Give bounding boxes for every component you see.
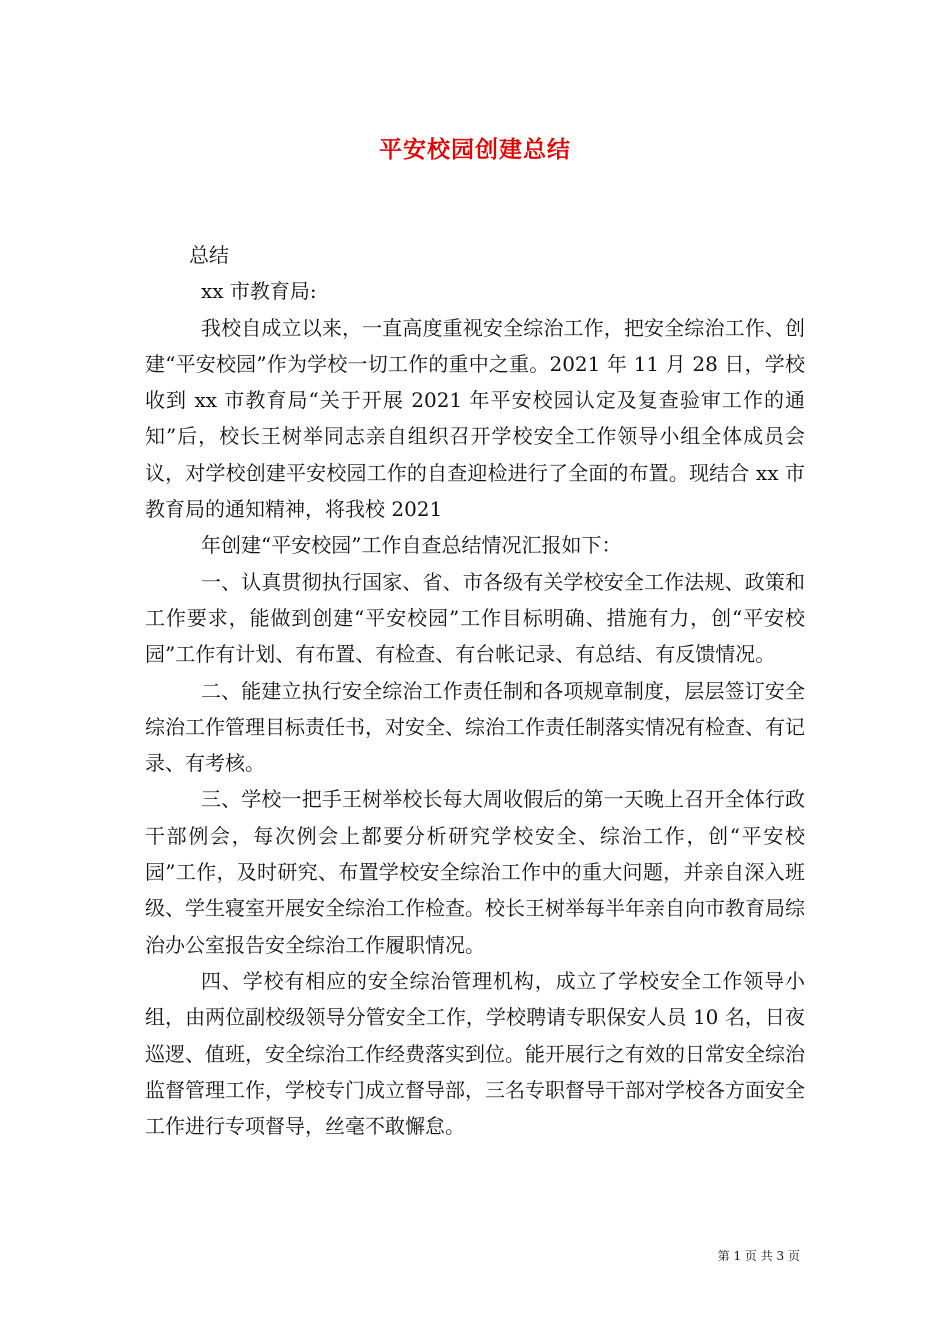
paragraph-item-3: 三、学校一把手王树举校长每大周收假后的第一天晚上召开全体行政干部例会，每次例会上都要分析研究学校安全、综治工作，创“平安校园”工作，及时研究、布置学校安全综治工作中的重大问题，并亲自深入班级、学生寝室开展安全综治工作检查。校长王树举每半年亲自向市教育局综治办公室报告安全综治工作履职情况。 [145,787,805,957]
page-number: 第 1 页 共 3 页 [717,1249,800,1263]
document-title: 平安校园创建总结 [379,136,571,163]
salutation: xx 市教育局: [201,279,317,304]
paragraph-intro: 我校自成立以来，一直高度重视安全综治工作，把安全综治工作、创建“平安校园”作为学校一切工作的重中之重。2021 年 11 月 28 日，学校收到 xx 市教育局“关于开展 2021 年平安校园认定及复查验审工作的通知”后，校长王树举同志亲自组织召开学校安全工作领导小组全体成员会议，对学校创建平安校园工作的自查迎检进行了全面的布置。现结合 xx 市教育局的通知精神，将我校 2021 [145,315,805,522]
paragraph-intro-continued: 年创建“平安校园”工作自查总结情况汇报如下： [201,533,622,558]
paragraph-item-1: 一、认真贯彻执行国家、省、市各级有关学校安全工作法规、政策和工作要求，能做到创建“平安校园”工作目标明确、措施有力，创“平安校园”工作有计划、有布置、有检查、有台帐记录、有总结、有反馈情况。 [145,569,805,667]
document-label: 总结 [189,243,229,267]
paragraph-item-2: 二、能建立执行安全综治工作责任制和各项规章制度，层层签订安全综治工作管理目标责任书，对安全、综治工作责任制落实情况有检查、有记录、有考核。 [145,678,805,776]
document-body [145,237,805,1144]
paragraph-item-4: 四、学校有相应的安全综治管理机构，成立了学校安全工作领导小组，由两位副校级领导分管安全工作，学校聘请专职保安人员 10 名，日夜巡逻、值班，安全综治工作经费落实到位。能开展行之有效的日常安全综治监督管理工作，学校专门成立督导部，三名专职督导干部对学校各方面安全工作进行专项督导，丝毫不敢懈怠。 [145,968,805,1139]
